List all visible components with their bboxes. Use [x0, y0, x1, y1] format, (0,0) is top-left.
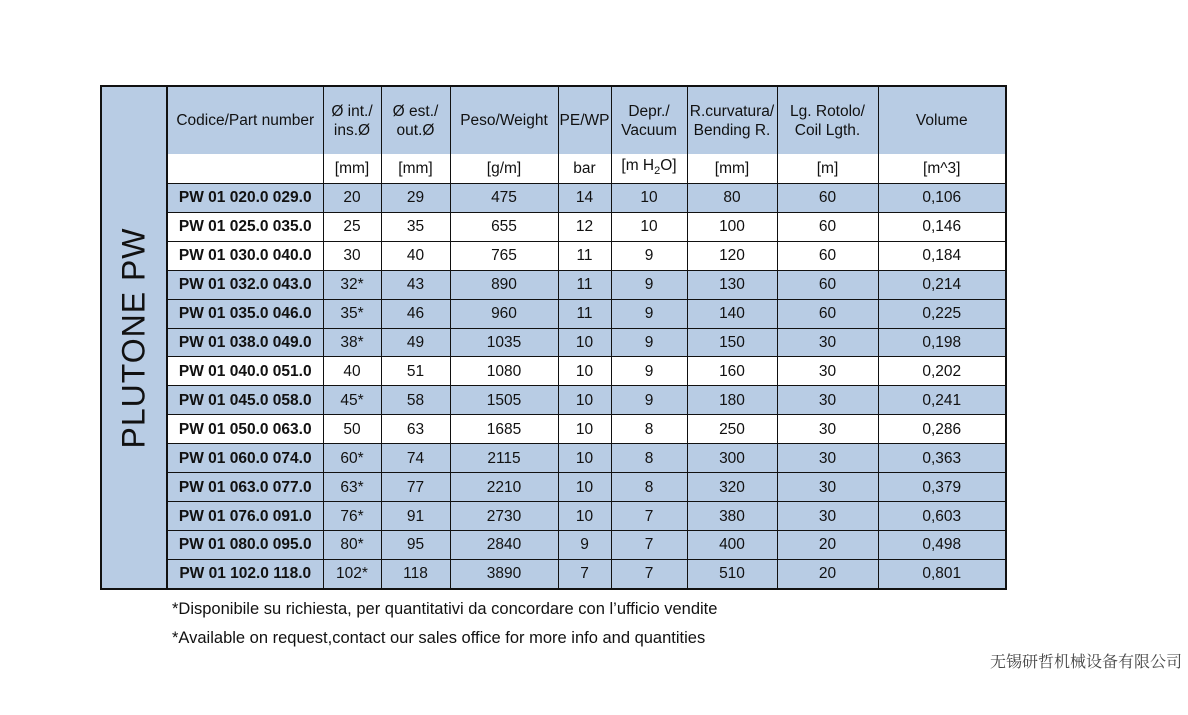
value-cell: 300: [687, 444, 777, 473]
value-cell: 7: [611, 531, 687, 560]
value-cell: 8: [611, 444, 687, 473]
part-number-cell: PW 01 020.0 029.0: [168, 183, 323, 212]
table-row: [168, 328, 1005, 357]
value-cell: 2210: [450, 473, 558, 502]
table-row: [168, 299, 1005, 328]
value-cell: 250: [687, 415, 777, 444]
value-cell: 0,202: [878, 357, 1005, 386]
value-cell: 51: [381, 357, 450, 386]
table-row: [168, 357, 1005, 386]
value-cell: 10: [558, 357, 611, 386]
table-row: [168, 212, 1005, 241]
column-header: Depr./ Vacuum: [611, 87, 687, 154]
value-cell: 91: [381, 502, 450, 531]
value-cell: 30: [777, 357, 878, 386]
column-header: Codice/Part number: [168, 87, 323, 154]
value-cell: 43: [381, 270, 450, 299]
product-side-title: [102, 87, 168, 588]
value-cell: 120: [687, 241, 777, 270]
value-cell: 32*: [323, 270, 381, 299]
value-cell: 3890: [450, 559, 558, 588]
value-cell: 38*: [323, 328, 381, 357]
value-cell: 45*: [323, 386, 381, 415]
value-cell: 14: [558, 183, 611, 212]
value-cell: 76*: [323, 502, 381, 531]
part-number-cell: PW 01 060.0 074.0: [168, 444, 323, 473]
table-row: [168, 241, 1005, 270]
value-cell: 60*: [323, 444, 381, 473]
part-number-cell: PW 01 076.0 091.0: [168, 502, 323, 531]
value-cell: 95: [381, 531, 450, 560]
part-number-cell: PW 01 063.0 077.0: [168, 473, 323, 502]
value-cell: 380: [687, 502, 777, 531]
unit-cell: [g/m]: [450, 154, 558, 183]
column-header: Ø int./ ins.Ø: [323, 87, 381, 154]
unit-cell: [mm]: [687, 154, 777, 183]
unit-cell: [m^3]: [878, 154, 1005, 183]
value-cell: 80: [687, 183, 777, 212]
value-cell: 60: [777, 241, 878, 270]
value-cell: 7: [611, 559, 687, 588]
table-row: [168, 473, 1005, 502]
footnotes: [172, 595, 717, 653]
value-cell: 0,801: [878, 559, 1005, 588]
value-cell: 49: [381, 328, 450, 357]
part-number-cell: PW 01 050.0 063.0: [168, 415, 323, 444]
units-row: [168, 154, 1005, 183]
company-name: 无锡研哲机械设备有限公司: [989, 652, 1182, 671]
value-cell: 0,363: [878, 444, 1005, 473]
table-row: [168, 386, 1005, 415]
value-cell: 320: [687, 473, 777, 502]
value-cell: 60: [777, 299, 878, 328]
table-row: [168, 502, 1005, 531]
part-number-cell: PW 01 038.0 049.0: [168, 328, 323, 357]
value-cell: 9: [611, 328, 687, 357]
column-header: Volume: [878, 87, 1005, 154]
column-header: PE/WP: [558, 87, 611, 154]
value-cell: 400: [687, 531, 777, 560]
value-cell: 80*: [323, 531, 381, 560]
value-cell: 118: [381, 559, 450, 588]
value-cell: 180: [687, 386, 777, 415]
value-cell: 9: [611, 270, 687, 299]
value-cell: 12: [558, 212, 611, 241]
value-cell: 30: [777, 502, 878, 531]
header-row: [168, 87, 1005, 154]
value-cell: 140: [687, 299, 777, 328]
value-cell: 0,214: [878, 270, 1005, 299]
part-number-cell: PW 01 102.0 118.0: [168, 559, 323, 588]
value-cell: 9: [611, 386, 687, 415]
column-header: Lg. Rotolo/ Coil Lgth.: [777, 87, 878, 154]
value-cell: 58: [381, 386, 450, 415]
value-cell: 60: [777, 183, 878, 212]
value-cell: 10: [558, 328, 611, 357]
value-cell: 2730: [450, 502, 558, 531]
value-cell: 30: [777, 415, 878, 444]
value-cell: 1685: [450, 415, 558, 444]
value-cell: 30: [777, 386, 878, 415]
value-cell: 2115: [450, 444, 558, 473]
value-cell: 1505: [450, 386, 558, 415]
value-cell: 150: [687, 328, 777, 357]
part-number-cell: PW 01 025.0 035.0: [168, 212, 323, 241]
value-cell: 60: [777, 212, 878, 241]
value-cell: 160: [687, 357, 777, 386]
column-header: Ø est./ out.Ø: [381, 87, 450, 154]
value-cell: 9: [611, 299, 687, 328]
table-row: [168, 444, 1005, 473]
value-cell: 63*: [323, 473, 381, 502]
part-number-cell: PW 01 030.0 040.0: [168, 241, 323, 270]
value-cell: 40: [381, 241, 450, 270]
value-cell: 29: [381, 183, 450, 212]
value-cell: 11: [558, 241, 611, 270]
unit-cell: [mm]: [381, 154, 450, 183]
value-cell: 100: [687, 212, 777, 241]
value-cell: 10: [558, 415, 611, 444]
value-cell: 20: [777, 531, 878, 560]
value-cell: 0,241: [878, 386, 1005, 415]
spec-table-container: [100, 85, 1007, 590]
table-row: [168, 559, 1005, 588]
value-cell: 8: [611, 473, 687, 502]
value-cell: 10: [558, 386, 611, 415]
value-cell: 46: [381, 299, 450, 328]
unit-cell: [m]: [777, 154, 878, 183]
unit-cell: [168, 154, 323, 183]
value-cell: 30: [323, 241, 381, 270]
value-cell: 77: [381, 473, 450, 502]
value-cell: 7: [611, 502, 687, 531]
table-row: [168, 531, 1005, 560]
value-cell: 30: [777, 444, 878, 473]
value-cell: 0,286: [878, 415, 1005, 444]
value-cell: 10: [611, 212, 687, 241]
part-number-cell: PW 01 035.0 046.0: [168, 299, 323, 328]
value-cell: 102*: [323, 559, 381, 588]
value-cell: 20: [777, 559, 878, 588]
value-cell: 30: [777, 328, 878, 357]
part-number-cell: PW 01 032.0 043.0: [168, 270, 323, 299]
value-cell: 7: [558, 559, 611, 588]
value-cell: 8: [611, 415, 687, 444]
footnote-english: *Available on request,contact our sales office for more info and quantities: [172, 629, 706, 647]
spec-table: [168, 87, 1005, 588]
value-cell: 10: [558, 502, 611, 531]
part-number-cell: PW 01 080.0 095.0: [168, 531, 323, 560]
value-cell: 2840: [450, 531, 558, 560]
value-cell: 0,225: [878, 299, 1005, 328]
column-header: R.curvatura/ Bending R.: [687, 87, 777, 154]
value-cell: 1080: [450, 357, 558, 386]
value-cell: 475: [450, 183, 558, 212]
value-cell: 60: [777, 270, 878, 299]
value-cell: 30: [777, 473, 878, 502]
table-row: [168, 183, 1005, 212]
part-number-cell: PW 01 045.0 058.0: [168, 386, 323, 415]
value-cell: 35*: [323, 299, 381, 328]
value-cell: 765: [450, 241, 558, 270]
value-cell: 35: [381, 212, 450, 241]
value-cell: 0,603: [878, 502, 1005, 531]
value-cell: 0,146: [878, 212, 1005, 241]
value-cell: 0,498: [878, 531, 1005, 560]
value-cell: 10: [558, 473, 611, 502]
value-cell: 25: [323, 212, 381, 241]
value-cell: 10: [611, 183, 687, 212]
value-cell: 960: [450, 299, 558, 328]
value-cell: 890: [450, 270, 558, 299]
value-cell: 130: [687, 270, 777, 299]
part-number-cell: PW 01 040.0 051.0: [168, 357, 323, 386]
unit-cell: bar: [558, 154, 611, 183]
value-cell: 63: [381, 415, 450, 444]
footnote-italian: *Disponibile su richiesta, per quantitativi da concordare con l’ufficio vendite: [172, 600, 718, 618]
value-cell: 40: [323, 357, 381, 386]
value-cell: 74: [381, 444, 450, 473]
value-cell: 1035: [450, 328, 558, 357]
value-cell: 11: [558, 270, 611, 299]
value-cell: 10: [558, 444, 611, 473]
column-header: Peso/Weight: [450, 87, 558, 154]
value-cell: 9: [558, 531, 611, 560]
unit-cell: [mm]: [323, 154, 381, 183]
value-cell: 9: [611, 241, 687, 270]
value-cell: 510: [687, 559, 777, 588]
value-cell: 20: [323, 183, 381, 212]
value-cell: 0,184: [878, 241, 1005, 270]
value-cell: 50: [323, 415, 381, 444]
table-row: [168, 270, 1005, 299]
value-cell: 11: [558, 299, 611, 328]
table-row: [168, 415, 1005, 444]
value-cell: 655: [450, 212, 558, 241]
unit-cell: [m $H_2O$]: [611, 154, 687, 183]
value-cell: 0,379: [878, 473, 1005, 502]
value-cell: 9: [611, 357, 687, 386]
value-cell: 0,106: [878, 183, 1005, 212]
value-cell: 0,198: [878, 328, 1005, 357]
product-name: PLUTONE PW: [115, 227, 152, 448]
